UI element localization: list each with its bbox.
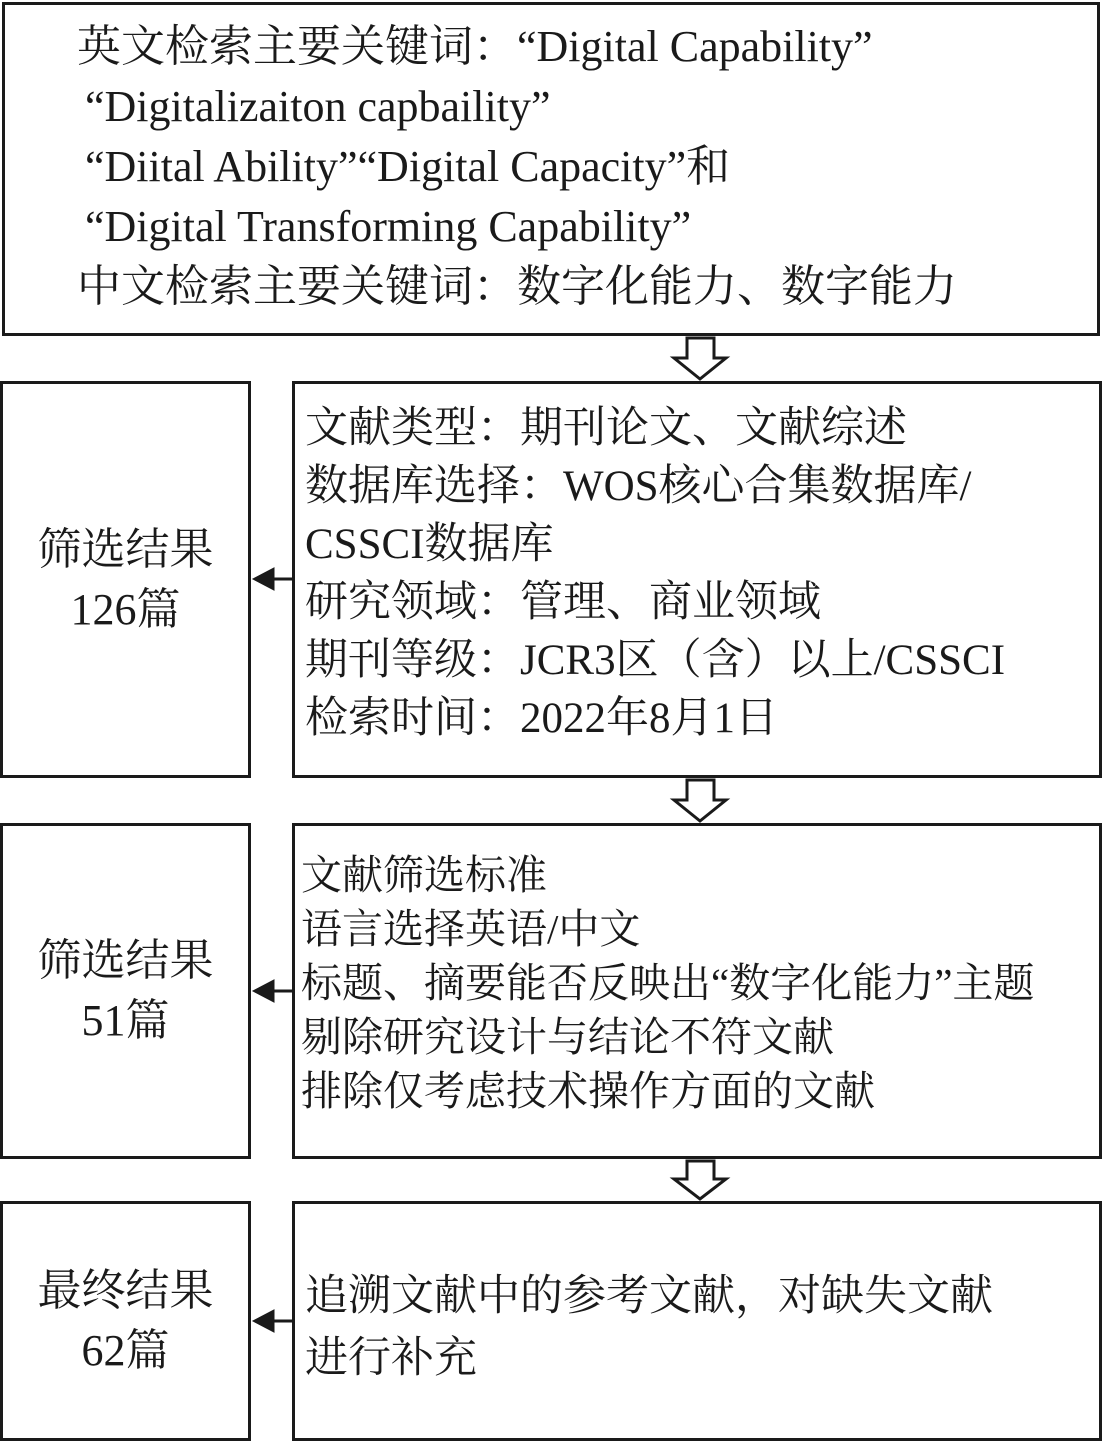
- left-arrow-1-head: [253, 568, 274, 590]
- criteria-line: CSSCI数据库: [305, 521, 554, 568]
- criteria-line: 标题、摘要能否反映出“数字化能力”主题: [301, 960, 1035, 1006]
- down-arrow-2: [674, 780, 726, 821]
- result-count: 126篇: [70, 584, 181, 634]
- criteria-line: 文献筛选标准: [301, 852, 547, 898]
- criteria-line: 语言选择英语/中文: [301, 906, 641, 952]
- criteria-line: 进行补充: [305, 1335, 477, 1382]
- criteria-line: 排除仅考虑技术操作方面的文献: [301, 1068, 875, 1114]
- result-label: 最终结果: [37, 1266, 214, 1315]
- criteria-line: 检索时间：2022年8月1日: [305, 695, 778, 742]
- keywords-line-en-4: “Digital Transforming Capability”: [85, 202, 692, 251]
- result-label: 筛选结果: [37, 936, 214, 985]
- down-arrow-3: [674, 1161, 726, 1199]
- down-arrow-1: [674, 338, 726, 379]
- criteria-line: 追溯文献中的参考文献，对缺失文献: [305, 1273, 993, 1320]
- criteria-line: 数据库选择：WOS核心合集数据库/: [305, 463, 972, 510]
- criteria-line: 期刊等级：JCR3区（含）以上/CSSCI: [305, 637, 1006, 684]
- left-arrow-2-head: [253, 980, 274, 1002]
- keywords-line-cn: 中文检索主要关键词：数字化能力、数字能力: [77, 262, 957, 311]
- left-arrow-3-head: [253, 1310, 274, 1332]
- result-label: 筛选结果: [37, 524, 214, 574]
- result-count: 62篇: [81, 1326, 170, 1375]
- result-count: 51篇: [81, 996, 170, 1045]
- keywords-line-en-2: “Digitalizaiton capbaility”: [85, 82, 551, 131]
- criteria-line: 剔除研究设计与结论不符文献: [301, 1014, 834, 1060]
- criteria-line: 文献类型：期刊论文、文献综述: [305, 405, 907, 452]
- criteria-line: 研究领域：管理、商业领域: [305, 579, 821, 626]
- keywords-line-en-title: 英文检索主要关键词：“Digital Capability”: [77, 22, 873, 71]
- keywords-line-en-3: “Diital Ability”“Digital Capacity”和: [85, 142, 731, 191]
